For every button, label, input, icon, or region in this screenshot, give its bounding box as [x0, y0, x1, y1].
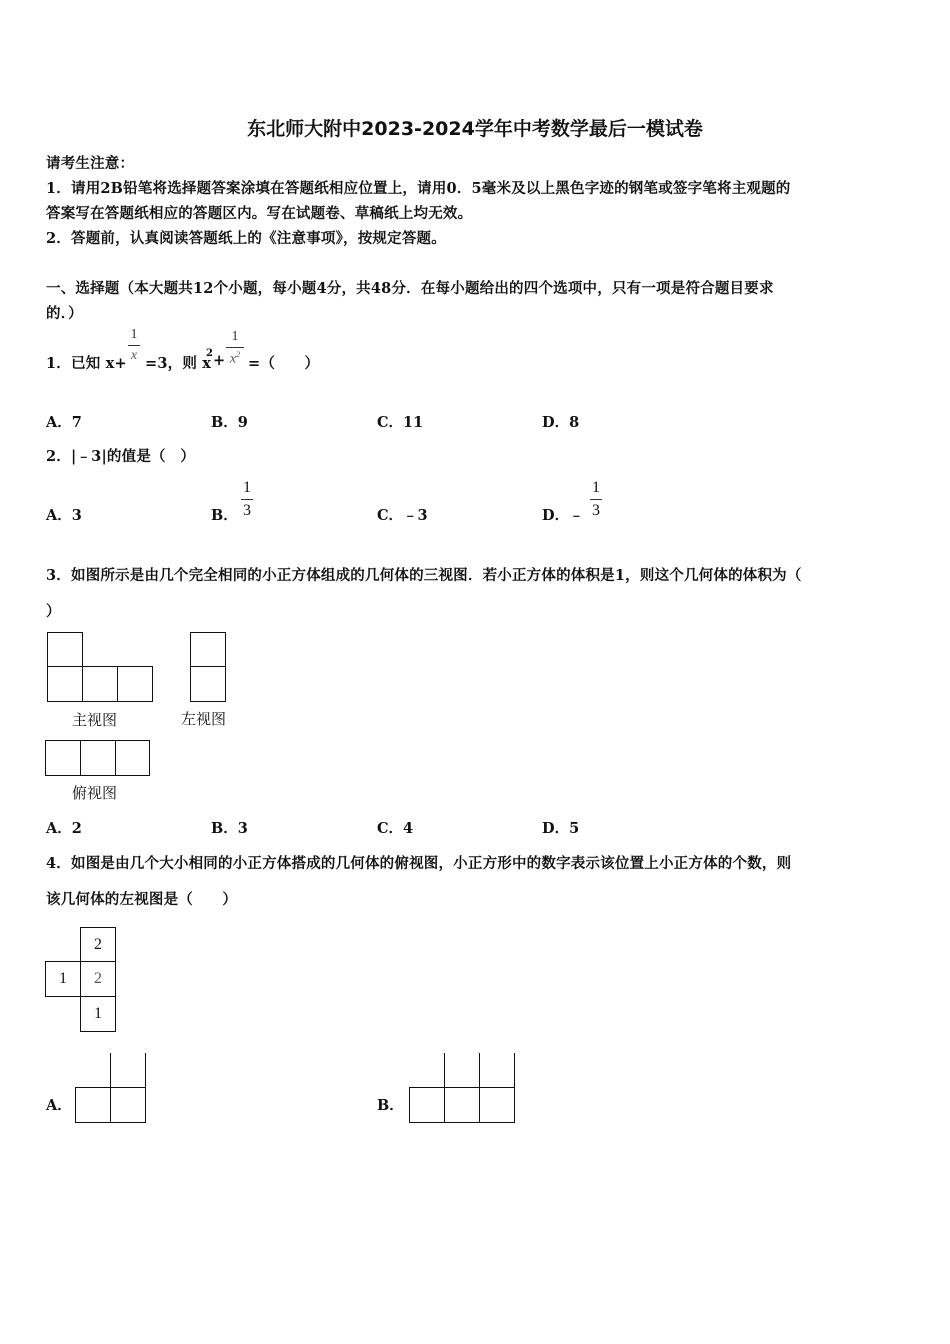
view-cell	[190, 632, 226, 667]
q4-option-b[interactable]: B．	[377, 1097, 404, 1114]
q1-fraction-1	[128, 328, 140, 363]
q1-option-d[interactable]: D．8	[542, 414, 580, 431]
q2-option-c[interactable]: C．﹣3	[377, 507, 428, 524]
view-cell	[117, 666, 153, 702]
q2-d-num: 1	[592, 479, 600, 496]
q3-option-a[interactable]: A．2	[46, 820, 82, 837]
q1-option-a[interactable]: A．7	[46, 414, 82, 431]
q1-suffix: =（ ）	[248, 355, 320, 372]
figure-line	[514, 1053, 515, 1123]
fraction-bar	[590, 499, 602, 500]
q3-option-b[interactable]: B．3	[211, 820, 248, 837]
view-cell	[115, 740, 150, 776]
view-cell	[82, 666, 118, 702]
q1-fraction-2	[226, 330, 244, 367]
figure-line	[409, 1122, 515, 1123]
q1-frac1-num: 1	[130, 327, 138, 342]
q3-option-c[interactable]: C．4	[377, 820, 414, 837]
figure-line	[110, 1053, 111, 1123]
q1-exponent: 2	[206, 348, 213, 359]
q3-caption-top: 俯视图	[72, 784, 118, 802]
view-cell	[190, 666, 226, 702]
q1-option-c[interactable]: C．11	[377, 414, 424, 431]
notice-heading: 请考生注意：	[46, 155, 135, 172]
fraction-bar	[241, 499, 253, 500]
q1-prefix: 1．已知 x+	[46, 355, 127, 372]
notice-line-2: 2．答题前，认真阅读答题纸上的《注意事项》，按规定答题。	[46, 230, 446, 247]
figure-line	[145, 1053, 146, 1123]
figure-line	[75, 1087, 111, 1088]
q1-mid: =3，则 x	[145, 355, 212, 372]
q2-b-den: 3	[243, 502, 251, 519]
grid-cell: 2	[80, 927, 116, 962]
view-cell	[47, 666, 83, 702]
view-cell	[47, 632, 83, 667]
q4-option-a[interactable]: A．	[46, 1097, 72, 1114]
q3-stem-a: 3．如图所示是由几个完全相同的小正方体组成的几何体的三视图．若小正方体的体积是1，则这个几何体的体积为（	[46, 567, 802, 584]
q1-frac2-exponent: 2	[236, 350, 241, 359]
q2-option-d[interactable]: D．﹣	[542, 507, 584, 524]
q2-option-b[interactable]: B．	[211, 507, 238, 524]
q1-frac2-num: 1	[231, 329, 239, 344]
section-heading-a: 一、选择题（本大题共12个小题，每小题4分，共48分．在每小题给出的四个选项中，只有一项是符合题目要求	[46, 280, 774, 297]
figure-line	[479, 1053, 480, 1123]
section-heading-b: 的．）	[46, 305, 83, 322]
figure-line	[444, 1053, 445, 1123]
q2-stem: 2．|﹣3|的值是（ ）	[46, 448, 196, 465]
notice-line-1b: 答案写在答题纸相应的答题区内。写在试题卷、草稿纸上均无效。	[46, 205, 473, 222]
view-cell	[80, 740, 116, 776]
view-cell	[45, 740, 81, 776]
q3-stem-b: ）	[46, 603, 61, 620]
fraction-bar	[128, 345, 140, 346]
fraction-bar	[226, 347, 244, 348]
q1-option-b[interactable]: B．9	[211, 414, 248, 431]
figure-line	[110, 1087, 146, 1088]
figure-line	[75, 1122, 146, 1123]
q2-option-d-fraction	[590, 480, 602, 519]
page-title: 东北师大附中2023-2024学年中考数学最后一模试卷	[247, 118, 703, 140]
q2-option-b-fraction	[241, 480, 253, 519]
grid-cell: 2	[80, 961, 116, 997]
q3-caption-left: 左视图	[181, 710, 227, 728]
q1-frac2-den: x	[229, 351, 237, 367]
q2-option-a[interactable]: A．3	[46, 507, 82, 524]
figure-line	[409, 1087, 410, 1123]
grid-cell: 1	[80, 996, 116, 1032]
q4-stem-a: 4．如图是由几个大小相同的小正方体搭成的几何体的俯视图，小正方形中的数字表示该位置上小正方体的个数，则	[46, 855, 792, 872]
figure-line	[75, 1087, 76, 1123]
q3-caption-front: 主视图	[72, 711, 118, 729]
q4-stem-b: 该几何体的左视图是（ ）	[46, 891, 238, 908]
grid-cell: 1	[45, 961, 81, 997]
q1-plus: +	[213, 352, 226, 369]
q3-option-d[interactable]: D．5	[542, 820, 580, 837]
q2-b-num: 1	[243, 479, 251, 496]
figure-line	[409, 1087, 515, 1088]
notice-line-1a: 1．请用2B铅笔将选择题答案涂填在答题纸相应位置上，请用0．5毫米及以上黑色字迹的钢笔或签字笔将主观题的	[46, 180, 791, 197]
q2-d-den: 3	[592, 502, 600, 519]
q1-frac1-den: x	[130, 348, 138, 363]
